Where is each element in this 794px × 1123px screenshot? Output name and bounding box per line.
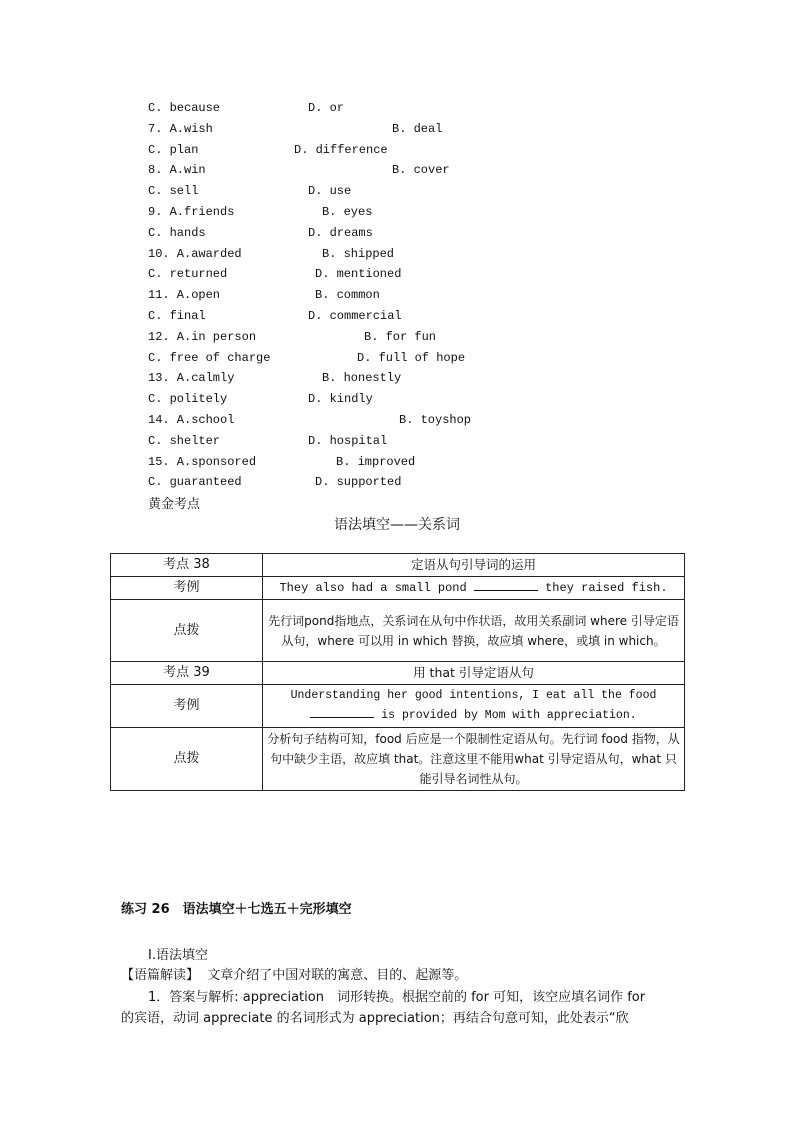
- point-39-label: 考点 39: [111, 662, 263, 685]
- option-row: [148, 453, 608, 471]
- option-a: C. guaranteed: [148, 475, 242, 490]
- option-b: D. mentioned: [315, 267, 402, 282]
- option-row: [148, 245, 608, 263]
- option-a: 7. A.wish: [148, 121, 213, 136]
- point-38-value: 定语从句引导词的运用: [263, 554, 685, 577]
- option-b: D. dreams: [308, 225, 373, 240]
- option-b: D. or: [308, 101, 345, 115]
- option-b: B. improved: [336, 454, 416, 469]
- option-a: C. plan: [148, 142, 199, 157]
- example-39-label: 考例: [111, 685, 263, 728]
- summary-tag: 【语篇解读】: [121, 968, 200, 983]
- option-b: B. eyes: [322, 205, 373, 219]
- option-a: 11. A.open: [148, 288, 221, 303]
- option-b: D. kindly: [308, 392, 373, 407]
- option-a: 14. A.school: [148, 413, 235, 427]
- grammar-title: 语法填空——关系词: [334, 517, 460, 533]
- tip-39-label: 点拨: [111, 728, 263, 791]
- option-row: [148, 182, 608, 200]
- option-a: C. hands: [148, 225, 206, 240]
- passage-summary: [121, 964, 467, 983]
- option-b: D. hospital: [308, 433, 388, 448]
- option-row: [148, 349, 608, 367]
- example-38-value: [263, 577, 685, 600]
- option-a: C. free of charge: [148, 350, 271, 365]
- blank-line: [474, 579, 538, 591]
- example-39-before: Understanding her good intentions, I eat all the food: [290, 689, 657, 702]
- option-a: C. sell: [148, 184, 199, 199]
- answer-line-1: 1．答案与解析: appreciation 词形转换。根据空前的 for 可知，该空应填名词作 for: [148, 990, 646, 1005]
- example-38-label: 考例: [111, 577, 263, 600]
- answer-line-2: 的宾语，动词 appreciate 的名词形式为 appreciation；再结合句意可知，此处表示“欣: [121, 1011, 629, 1026]
- summary-text: 文章介绍了中国对联的寓意、目的、起源等。: [207, 968, 468, 983]
- option-a: 9. A.friends: [148, 205, 235, 219]
- tip-38-label: 点拨: [111, 600, 263, 662]
- example-39-value: [263, 685, 685, 728]
- option-a: C. returned: [148, 267, 228, 282]
- tip-39-value: 分析句子结构可知，food 后应是一个限制性定语从句。先行词 food 指物，从句中缺少主语，故应填 that。注意这里不能用what 引导定语从句，what 只能引导名词性从句。: [263, 728, 685, 791]
- blank-line: [310, 706, 374, 718]
- option-a: C. because: [148, 101, 221, 115]
- option-b: B. cover: [392, 163, 450, 178]
- option-row: [148, 265, 608, 283]
- example-38-before: They also had a small pond: [279, 581, 467, 595]
- option-a: 12. A.in person: [148, 329, 257, 344]
- option-a: 15. A.sponsored: [148, 454, 257, 469]
- option-a: 8. A.win: [148, 163, 206, 178]
- option-b: B. common: [315, 288, 380, 303]
- option-row: [148, 411, 608, 429]
- example-39-after: is provided by Mom with appreciation.: [381, 709, 637, 722]
- point-39-value: 用 that 引导定语从句: [263, 662, 685, 685]
- option-b: B. honestly: [322, 371, 402, 386]
- option-row: [148, 286, 608, 304]
- option-b: B. toyshop: [399, 413, 472, 427]
- option-a: C. shelter: [148, 433, 221, 448]
- option-row: [148, 390, 608, 408]
- exercise-title: 练习 26 语法填空＋七选五＋完形填空: [121, 902, 352, 917]
- option-row: [148, 369, 608, 387]
- option-b: D. supported: [315, 475, 402, 490]
- option-row: [148, 141, 608, 159]
- option-row: [148, 224, 608, 242]
- option-row: [148, 473, 608, 491]
- option-b: D. commercial: [308, 309, 402, 323]
- option-a: C. final: [148, 309, 206, 323]
- option-row: [148, 161, 608, 179]
- option-b: B. for fun: [364, 329, 437, 344]
- option-row: [148, 432, 608, 450]
- option-b: D. use: [308, 184, 352, 199]
- gold-heading: 黄金考点: [148, 497, 201, 512]
- option-a: 10. A.awarded: [148, 246, 242, 261]
- option-a: 13. A.calmly: [148, 371, 235, 386]
- option-b: B. shipped: [322, 246, 395, 261]
- option-row: [148, 203, 608, 221]
- example-38-after: they raised fish.: [545, 581, 668, 595]
- option-b: D. full of hope: [357, 350, 466, 365]
- option-row: [148, 120, 608, 138]
- key-points-table: [110, 553, 685, 791]
- option-row: [148, 99, 608, 117]
- point-38-label: 考点 38: [111, 554, 263, 577]
- section-heading: Ⅰ.语法填空: [148, 948, 208, 963]
- option-row: [148, 307, 608, 325]
- option-b: D. difference: [294, 142, 388, 157]
- option-row: [148, 328, 608, 346]
- option-a: C. politely: [148, 392, 228, 407]
- option-b: B. deal: [392, 121, 443, 136]
- tip-38-value: 先行词pond指地点，关系词在从句中作状语，故用关系副词 where 引导定语从句，where 可以用 in which 替换，故应填 where，或填 in which。: [263, 600, 685, 662]
